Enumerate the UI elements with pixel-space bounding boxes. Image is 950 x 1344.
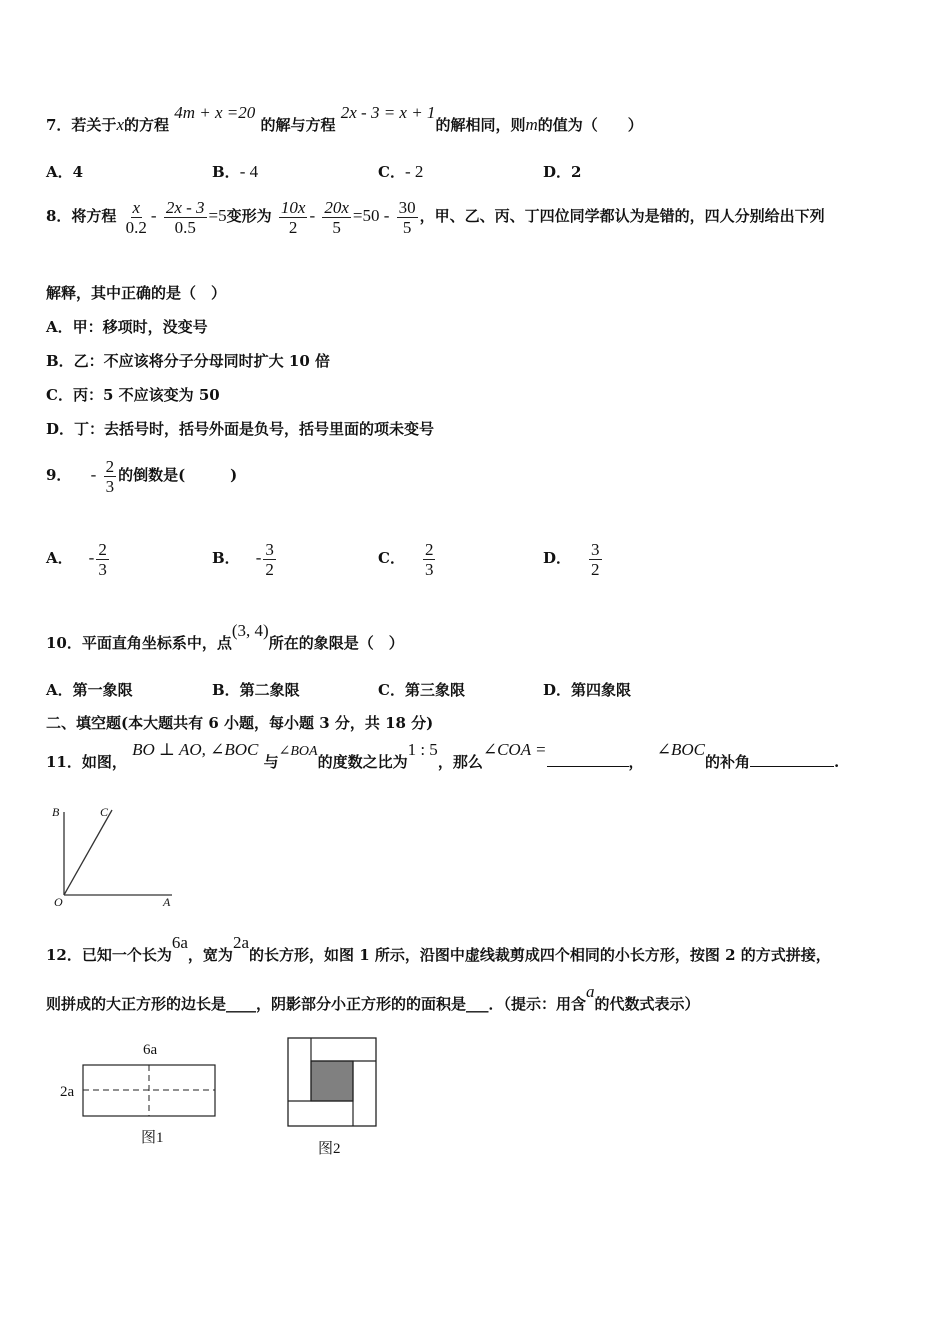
q7-equation-2: 2x - 3 = x + 1: [340, 103, 436, 122]
q7-var-m: m: [525, 115, 538, 134]
q7-option-d[interactable]: D．2: [543, 163, 582, 181]
q12-fig1-side-label: 2a: [60, 1084, 75, 1100]
section-heading: 二、填空题(本大题共有 6 小题，每小题 3 分，共 18 分): [46, 714, 434, 732]
q9-option-a[interactable]: A． - $\frac{2}{3}$: [46, 539, 107, 579]
q8-option-a[interactable]: A．甲：移项时，没变号: [46, 318, 208, 336]
q10-option-c[interactable]: C．第三象限: [378, 681, 465, 699]
q10-option-b[interactable]: B．第二象限: [212, 681, 300, 699]
q12-figure-1: [80, 1062, 220, 1120]
q9-option-c[interactable]: C． $\frac{2}{3}$: [378, 539, 434, 579]
q12-stem-cont: 则拼成的大正方形的边长是____，阴影部分小正方形的的面积是___．（提示：用含a的代数式表示）: [46, 982, 700, 1013]
q10-point: (3, 4): [231, 621, 269, 640]
q8-option-d[interactable]: D．丁：去括号时，括号外面是负号，括号里面的项未变号: [46, 420, 435, 438]
q8-frac-2: $\frac{2x - 3}{0.5}$: [165, 197, 205, 237]
q8-frac-5: $\frac{30}{5}$: [398, 197, 416, 237]
q7-var-x: x: [116, 115, 124, 134]
q7-option-a[interactable]: A．4: [46, 163, 84, 181]
q12-fig1-caption: 图1: [141, 1130, 164, 1146]
q9-stem: 9． - $\frac{2}{3}$ 的倒数是( ): [46, 456, 238, 496]
q7-stem: 7．若关于x的方程 4m + x =20 的解与方程 2x - 3 = x + 1的解相同，则m的值为（ ）: [46, 103, 643, 134]
q8-option-c[interactable]: C．丙：5 不应该变为 50: [46, 386, 220, 404]
q10-option-d[interactable]: D．第四象限: [543, 681, 632, 699]
q9-frac: $\frac{2}{3}$: [105, 456, 115, 496]
q9-option-b[interactable]: B． - $\frac{3}{2}$: [212, 539, 274, 579]
q8-frac-3: $\frac{10x}{2}$: [280, 197, 306, 237]
q8-stem: 8．将方程 $\frac{x}{0.2}$ - $\frac{2x - 3}{0.5}$ =5变形为 $\frac{10x}{2}$ - $\frac{20x}{5}$ =50 - $\frac{30}{5}$ ，甲、乙、丙、丁四位同学都认为是错的，四人分别给出下列: [46, 197, 825, 237]
q11-stem: 11．如图， BO ⊥ AO, ∠BOC 与∠BOA的度数之比为1 : 5，那么∠COA =， ∠BOC的补角 .: [46, 740, 840, 771]
q7-equation-1: 4m + x =20: [174, 103, 256, 122]
q11-blank-2[interactable]: [750, 752, 834, 767]
q12-figure-2: [286, 1036, 380, 1128]
q11-blank-1[interactable]: [547, 752, 629, 767]
q11-label-a: A: [163, 895, 171, 909]
q7-option-b[interactable]: B．- 4: [212, 162, 259, 181]
q8-stem-cont: 解释，其中正确的是（ ）: [46, 284, 227, 302]
q12-fig2-caption: 图2: [318, 1141, 341, 1157]
q11-label-b: B: [52, 805, 60, 819]
q9-option-d[interactable]: D． $\frac{3}{2}$: [543, 539, 600, 579]
q10-option-a[interactable]: A．第一象限: [46, 681, 133, 699]
q11-label-o: O: [54, 895, 63, 909]
q8-frac-4: $\frac{20x}{5}$: [324, 197, 349, 237]
q7-option-c[interactable]: C．- 2: [378, 162, 424, 181]
q8-option-b[interactable]: B．乙：不应该将分子分母同时扩大 10 倍: [46, 352, 330, 370]
q10-stem: 10．平面直角坐标系中，点(3, 4)所在的象限是（ ）: [46, 621, 404, 652]
q12-shaded-square: [311, 1061, 353, 1101]
q11-label-c: C: [100, 805, 109, 819]
q12-stem: 12．已知一个长为6a，宽为2a的长方形，如图 1 所示，沿图中虚线裁剪成四个相同的小长方形，按图 2 的方式拼接，: [46, 933, 831, 964]
q12-fig1-top-label: 6a: [143, 1042, 158, 1058]
q8-frac-1: $\frac{x}{0.2}$: [125, 197, 147, 237]
